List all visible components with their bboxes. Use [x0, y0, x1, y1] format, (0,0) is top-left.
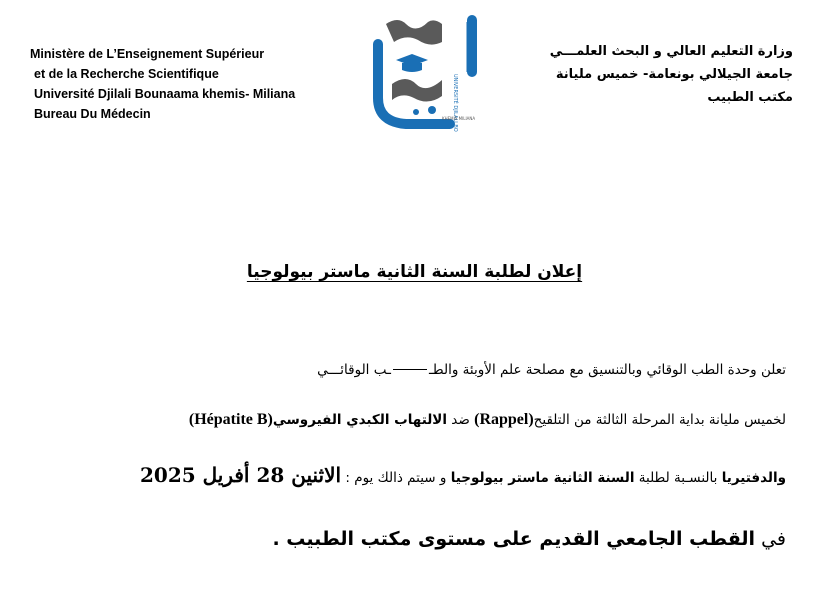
announcement-title-text: إعلان لطلبة السنة الثانية ماستر بيولوجيا	[246, 262, 583, 282]
university-name-fr: Université Djilali Bounaama khemis- Miliana	[34, 87, 296, 101]
paragraph-1-part-a: تعلن وحدة الطب الوقائي وبالتنسيق مع مصلحة علم الأوبئة والطـ	[428, 362, 786, 378]
paragraph-1	[40, 362, 786, 378]
ministry-subtitle-fr: et de la Recherche Scientifique	[34, 67, 219, 81]
paragraph-3	[40, 463, 786, 487]
paragraph-1-part-b: ـب الوقائـــي	[317, 362, 391, 378]
arabic-header	[493, 40, 793, 109]
paragraph-3-part-b: بالنسـبة لطلبة	[634, 470, 722, 486]
event-location: القطب الجامعي القديم على مستوى مكتب الطبيب .	[272, 528, 756, 550]
university-name-ar: جامعة الجيلالي بونعامة- خميس مليانة	[555, 67, 793, 82]
french-header	[30, 44, 340, 124]
paragraph-4-part-a: في	[755, 528, 786, 550]
office-name-ar: مكتب الطبيب	[707, 90, 793, 105]
rappel-term: (Rappel)	[474, 411, 534, 428]
paragraph-4	[40, 528, 786, 550]
hepatitis-term: (Hépatite B)	[188, 411, 273, 428]
target-students: السنة الثانية ماستر بيولوجيا	[450, 470, 635, 486]
paragraph-3-part-d: و سيتم ذالك يوم :	[341, 470, 451, 486]
diphtheria-term: والدفتيريا	[721, 470, 786, 486]
ministry-name-fr: Ministère de L’Enseignement Supérieur	[30, 47, 265, 61]
kashida-line	[393, 369, 427, 370]
event-date: الاثنين 28 أفريل 2025	[139, 463, 342, 487]
paragraph-2-part-b: ضد	[446, 412, 475, 428]
office-name-fr: Bureau Du Médecin	[34, 107, 151, 121]
logo-small-text: KHEMIS MILIANA	[442, 116, 476, 121]
university-logo	[372, 14, 492, 132]
disease-name: الالتهاب الكبدي الفيروسي	[272, 412, 447, 428]
paragraph-2	[40, 411, 786, 429]
paragraph-2-part-a: لخميس مليانة بداية المرحلة الثالثة من التلقيح	[533, 412, 786, 428]
announcement-title	[0, 262, 829, 282]
logo-side-text: UNIVERSITÉ DJILALI BOUNAAMA	[452, 74, 458, 132]
ministry-name-ar: وزارة التعليم العالي و البحث العلمـــي	[549, 44, 793, 59]
